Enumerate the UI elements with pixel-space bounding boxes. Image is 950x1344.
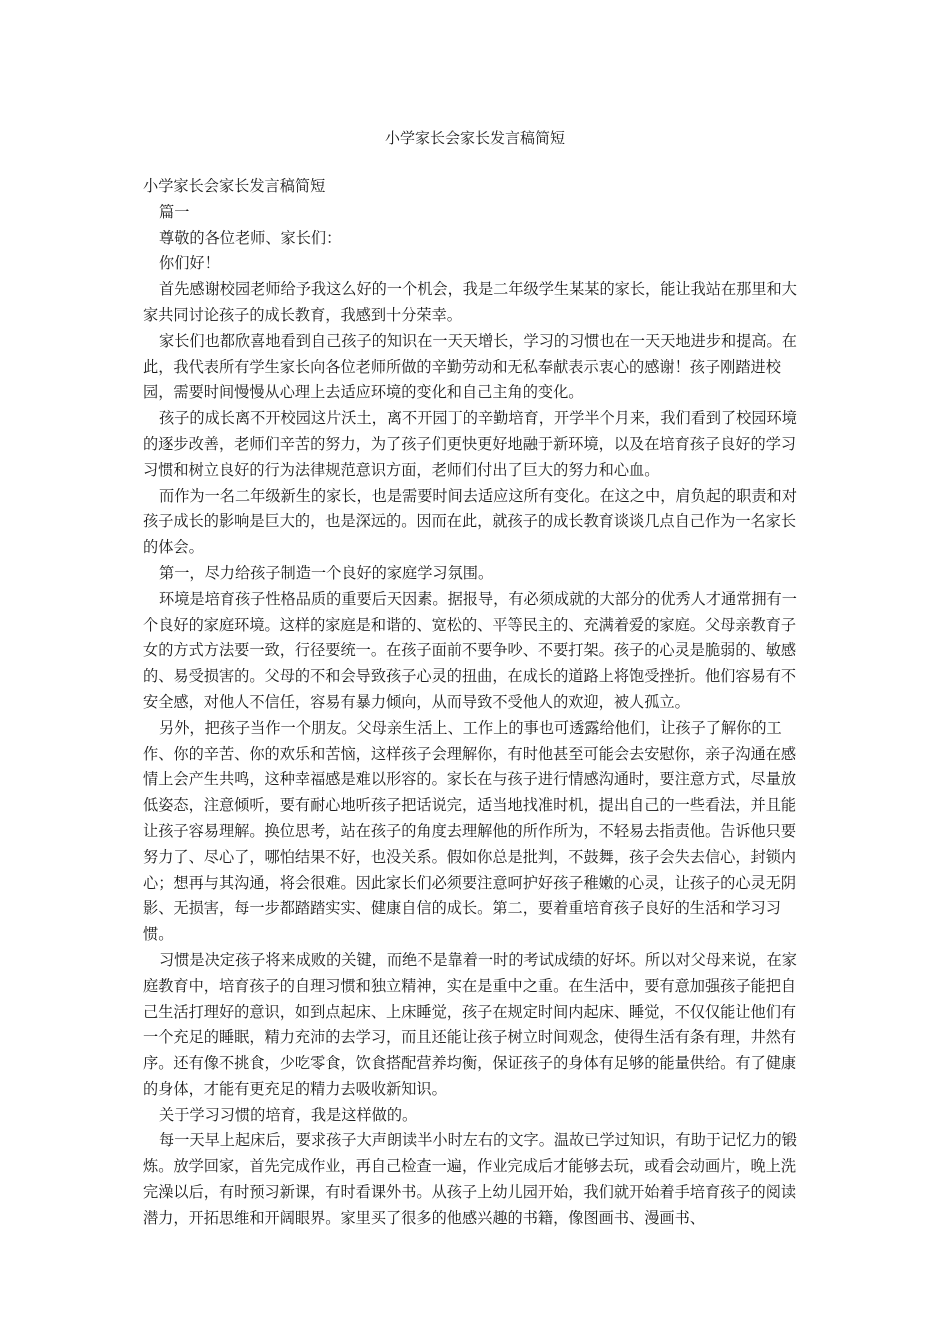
document-title: 小学家长会家长发言稿简短 — [384, 129, 565, 147]
paragraph: 环境是培育孩子性格品质的重要后天因素。据报导，有必须成就的大部分的优秀人才通常拥有一个良好的家庭环境。这样的家庭是和谐的、宽松的、平等民主的、充满着爱的家庭。父母亲教育子女的方式方法要一致，行径要统一。在孩子面前不要争吵、不要打架。孩子的心灵是脆弱的、敏感的、易受损害的。父母的不和会导致孩子心灵的扭曲，在成长的道路上将饱受挫折。他们容易有不安全感，对他人不信任，容易有暴力倾向，从而导致不受他人的欢迎，被人孤立。 — [143, 589, 797, 711]
greeting-line: 尊敬的各位老师、家长们： — [159, 228, 342, 247]
paragraph: 关于学习习惯的培育，我是这样做的。 — [159, 1105, 418, 1124]
paragraph: 第一，尽力给孩子制造一个良好的家庭学习氛围。 — [159, 563, 494, 582]
document-body — [143, 174, 808, 1232]
hello-line: 你们好！ — [159, 254, 220, 273]
paragraph: 每一天早上起床后，要求孩子大声朗读半小时左右的文字。温故已学过知识，有助于记忆力的锻炼。放学回家，首先完成作业，再自己检查一遍，作业完成后才能够去玩，或看会动画片，晚上洗完澡以后，有时预习新课，有时看课外书。从孩子上幼儿园开始，我们就开始着手培育孩子的阅读潜力，开拓思维和开阔眼界。家里买了很多的他感兴趣的书籍，像图画书、漫画书、 — [143, 1131, 797, 1227]
paragraph: 家长们也都欣喜地看到自己孩子的知识在一天天增长，学习的习惯也在一天天地进步和提高。在此，我代表所有学生家长向各位老师所做的辛勤劳动和无私奉献表示衷心的感谢！孩子刚踏进校园，需要时间慢慢从心理上去适应环境的变化和自己主角的变化。 — [143, 331, 797, 402]
section-heading: 篇一 — [159, 202, 190, 221]
subtitle-line: 小学家长会家长发言稿简短 — [143, 177, 326, 195]
paragraph: 而作为一名二年级新生的家长，也是需要时间去适应这所有变化。在这之中，肩负起的职责和对孩子成长的影响是巨大的，也是深远的。因而在此，就孩子的成长教育谈谈几点自己作为一名家长的体会。 — [143, 486, 797, 557]
paragraph: 首先感谢校园老师给予我这么好的一个机会，我是二年级学生某某的家长，能让我站在那里和大家共同讨论孩子的成长教育，我感到十分荣幸。 — [143, 280, 797, 324]
paragraph: 另外，把孩子当作一个朋友。父母亲生活上、工作上的事也可透露给他们，让孩子了解你的工作、你的辛苦、你的欢乐和苦恼，这样孩子会理解你，有时他甚至可能会去安慰你，亲子沟通在感情上会产生共鸣，这种幸福感是难以形容的。家长在与孩子进行情感沟通时，要注意方式，尽量放低姿态，注意倾听，要有耐心地听孩子把话说完，适当地找准时机，提出自己的一些看法，并且能让孩子容易理解。换位思考，站在孩子的角度去理解他的所作所为，不轻易去指责他。告诉他只要努力了、尽心了，哪怕结果不好，也没关系。假如你总是批判，不鼓舞，孩子会失去信心，封锁内心；想再与其沟通，将会很难。因此家长们必须要注意呵护好孩子稚嫩的心灵，让孩子的心灵无阴影、无损害，每一步都踏踏实实、健康自信的成长。第二，要着重培育孩子良好的生活和学习习惯。 — [143, 718, 797, 944]
paragraph: 习惯是决定孩子将来成败的关键，而绝不是靠着一时的考试成绩的好坏。所以对父母来说，在家庭教育中，培育孩子的自理习惯和独立精神，实在是重中之重。在生活中，要有意加强孩子能把自己生活打理好的意识，如到点起床、上床睡觉，孩子在规定时间内起床、睡觉，不仅仅能让他们有一个充足的睡眠，精力充沛的去学习，而且还能让孩子树立时间观念，使得生活有条有理，井然有序。还有像不挑食，少吃零食，饮食搭配营养均衡，保证孩子的身体有足够的能量供给。有了健康的身体，才能有更充足的精力去吸收新知识。 — [143, 950, 797, 1098]
paragraph: 孩子的成长离不开校园这片沃土，离不开园丁的辛勤培育，开学半个月来，我们看到了校园环境的逐步改善，老师们辛苦的努力，为了孩子们更快更好地融于新环境，以及在培育孩子良好的学习习惯和树立良好的行为法律规范意识方面，老师们付出了巨大的努力和心血。 — [143, 409, 797, 479]
